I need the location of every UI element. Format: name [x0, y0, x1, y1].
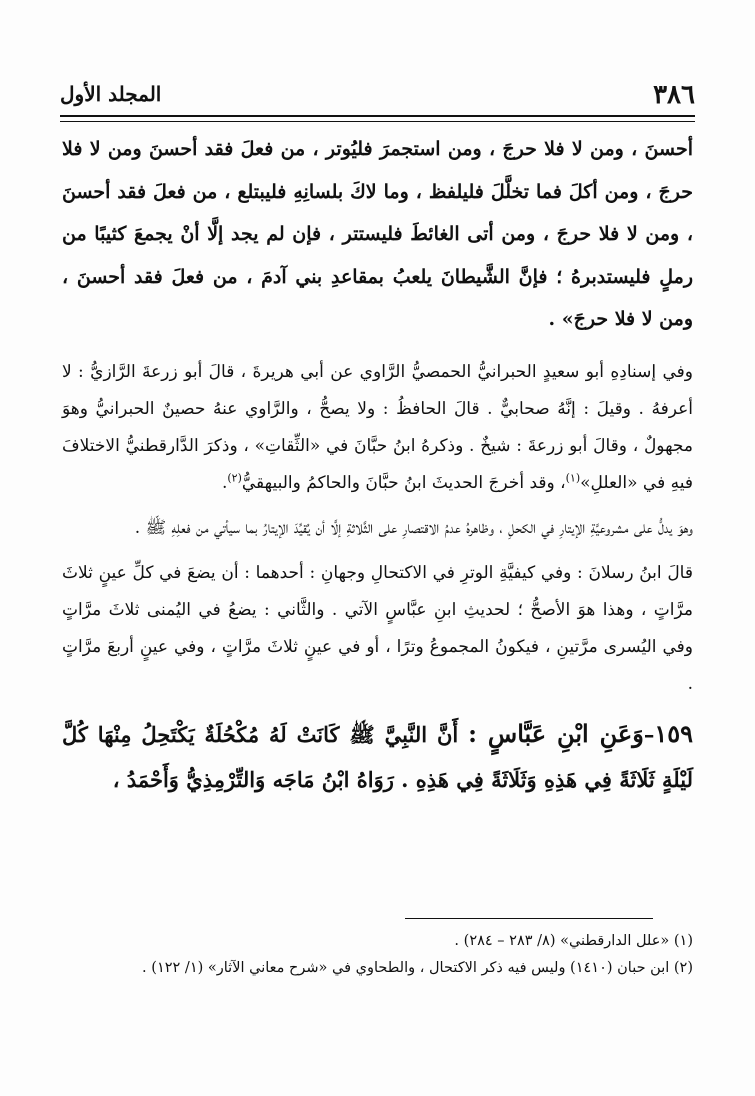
footnote-divider: [405, 918, 653, 919]
page-number: ٣٨٦: [653, 80, 695, 110]
hadith-narrator: وَعَنِ ابْنِ عَبَّاسٍ :: [468, 718, 644, 748]
footnote-ref-2[interactable]: (٢): [227, 470, 242, 484]
hadith-dash: –: [643, 721, 655, 747]
header-rule-thick: [60, 115, 695, 117]
page-header: [60, 72, 695, 112]
main-text: [62, 128, 693, 802]
header-rule-thin: [60, 121, 695, 122]
footnote-ref-1[interactable]: (١): [565, 470, 581, 484]
isnad-text-continued: ، وقد أخرجَ الحديثَ ابنُ حبَّانَ والحاكمُ والبيهقيُّ: [241, 472, 566, 493]
footnote-1: (١) «علل الدارقطني» (٨/ ٢٨٣ – ٢٨٤) .: [454, 933, 693, 949]
isnad-text: وفي إسنادِهِ أبو سعيدٍ الحبرانيُّ الحمصيُّ الرَّاوي عن أبي هريرةَ ، قالَ أبو زرعةَ الرَّازيُّ : لا أعرفهُ . وقيلَ : إنَّهُ صحابيٌّ . قالَ الحافظُ : ولا يصحُّ ، والرَّاوي عنهُ حصينٌ الحبرانيُّ وهوَ مجهولٌ ، وقالَ أبو زرعةَ : شيخٌ . وذكرهُ ابنُ حبَّانَ في «الثِّقاتِ» ، وذكرَ الدَّارقطنيُّ الاختلافَ فيهِ في «العللِ»: [62, 361, 693, 493]
hadith-159: [62, 711, 693, 802]
commentary-paragraph-ibn-raslan: قالَ ابنُ رسلانَ : وفي كيفيَّةِ الوترِ في الاكتحالِ وجهانِ : أحدهما : أن يضعَ في كلِّ عينٍ ثلاثَ مرَّاتٍ ، وهذا هوَ الأصحُّ ؛ لحديثِ ابنِ عبَّاسٍ الآتي . والثَّاني : يضعُ في اليُمنى ثلاثَ مرَّاتٍ وفي اليُسرى مرَّتينِ ، فيكونُ المجموعُ وترًا ، أو في عينٍ ثلاثَ مرَّاتٍ ، وفي عينٍ أربعَ مرَّاتٍ .: [62, 562, 693, 694]
hadith-continuation-paragraph: أحسنَ ، ومن لا فلا حرجَ ، ومن استجمرَ فليُوتر ، من فعلَ فقد أحسنَ ومن لا فلا حرجَ ، ومن أكلَ فما تخلَّلَ فليلفظ ، وما لاكَ بلسانِهِ فليبتلع ، من فعلَ فقد أحسنَ ، ومن لا فلا حرجَ ، ومن أتى الغائطَ فليستتر ، فإن لم يجد إلَّا أنْ يجمعَ كثيبًا من رملٍ فليستدبرهُ ؛ فإنَّ الشَّيطانَ يلعبُ بمقاعدِ بني آدمَ ، من فعلَ فقد أحسنَ ، ومن لا فلا حرجَ» .: [62, 138, 693, 330]
hadith-text: أَنَّ النَّبِيَّ ﷺ كَانَتْ لَهُ مُكْحُلَةٌ يَكْتَحِلُ مِنْهَا كُلَّ لَيْلَةٍ ثَلَاثَةً فِي هَذِهِ وَثَلَاثَةً فِي هَذِهِ . رَوَاهُ ابْنُ مَاجَه وَالتِّرْمِذِيُّ وَأَحْمَدُ ،: [62, 721, 693, 792]
footnotes: [62, 928, 693, 982]
footnote-2: (٢) ابن حبان (١٤١٠) وليس فيه ذكر الاكتحال ، والطحاوي في «شرح معاني الآثار» (١/ ١٢٢) .: [142, 960, 693, 976]
volume-title: المجلد الأول: [60, 82, 162, 106]
isnad-text-end: .: [221, 472, 228, 493]
commentary-paragraph-witr: وهوَ يدلُّ على مشروعيَّةِ الإيتارِ في الكحلِ ، وظاهرهُ عدمُ الاقتصارِ على الثَّلاثةِ إلَّا أن يُقيِّدَ الإيتارُ بما سيأتي من فعلِهِ ﷺ .: [134, 517, 693, 538]
hadith-number: ١٥٩: [654, 718, 693, 748]
commentary-paragraph-isnad: [62, 354, 693, 502]
